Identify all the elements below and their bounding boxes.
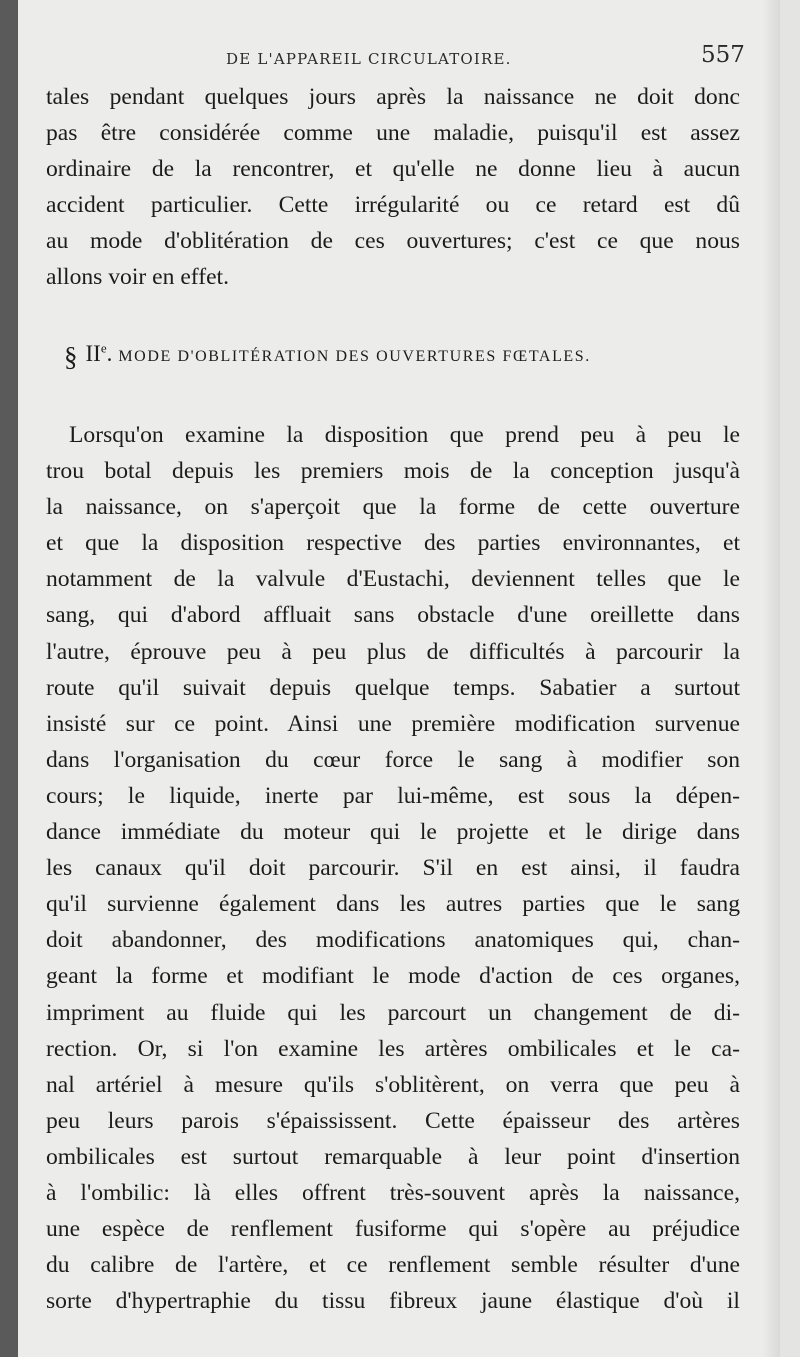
text-line: ordinaire de la rencontrer, et qu'elle ne donne lieu à aucun xyxy=(46,156,740,183)
text-line: accident particulier. Cette irrégularité ou ce retard est dû xyxy=(46,192,740,219)
text-line: doit abandonner, des modifications anatomiques qui, chan- xyxy=(46,927,740,954)
paragraph-continued xyxy=(46,79,740,296)
text-line: les canaux qu'il doit parcourir. S'il en est ainsi, il faudra xyxy=(46,855,740,882)
text-line: Lorsqu'on examine la disposition que prend peu à peu le xyxy=(69,422,740,448)
section-number xyxy=(86,341,113,366)
section-heading xyxy=(64,340,734,376)
text-line: du calibre de l'artère, et ce renflement semble résulter d'une xyxy=(46,1252,740,1279)
page-number: 557 xyxy=(701,42,745,68)
text-line: trou botal depuis les premiers mois de la conception jusqu'à xyxy=(46,458,740,485)
text-line: à l'ombilic: là elles offrent très-souvent après la naissance, xyxy=(46,1179,740,1206)
paragraph xyxy=(46,417,740,1319)
text-line: pas être considérée comme une maladie, puisqu'il est assez xyxy=(46,120,740,147)
text-line: une espèce de renflement fusiforme qui s'opère au préjudice xyxy=(46,1216,740,1243)
text-line: rection. Or, si l'on examine les artères ombilicales et le ca- xyxy=(46,1035,740,1062)
text-line: dans l'organisation du cœur force le sang à modifier son xyxy=(46,746,740,773)
text-line: l'autre, éprouve peu à peu plus de difficultés à parcourir la xyxy=(46,638,740,665)
text-line: nal artériel à mesure qu'ils s'oblitèrent, on verra que peu à xyxy=(46,1071,740,1098)
text-line: peu leurs parois s'épaississent. Cette épaisseur des artères xyxy=(46,1107,740,1134)
book-page xyxy=(18,0,780,1357)
section-number-period: . xyxy=(106,340,113,366)
adjacent-page-edge xyxy=(780,0,800,1357)
page-header xyxy=(18,40,780,76)
text-line: sorte d'hypertraphie du tissu fibreux jaune élastique d'où il xyxy=(46,1288,740,1315)
text-line: et que la disposition respective des parties environnantes, et xyxy=(46,530,740,557)
text-line: geant la forme et modifiant le mode d'action de ces organes, xyxy=(46,963,740,990)
running-title: DE L'APPAREIL CIRCULATOIRE. xyxy=(226,50,512,68)
text-line: dance immédiate du moteur qui le projette et le dirige dans xyxy=(46,819,740,846)
text-line: insisté sur ce point. Ainsi une première modification survenue xyxy=(46,710,740,737)
text-line: allons voir en effet. xyxy=(46,264,230,291)
text-line: sang, qui d'abord affluait sans obstacle d'une oreillette dans xyxy=(46,602,740,629)
section-title: MODE D'OBLITÉRATION DES OUVERTURES FŒTALES. xyxy=(118,347,591,365)
text-line: qu'il survienne également dans les autres parties que le sang xyxy=(46,891,740,918)
text-line: au mode d'oblitération de ces ouvertures; c'est ce que nous xyxy=(46,228,740,255)
text-line: impriment au fluide qui les parcourt un changement de di- xyxy=(46,999,740,1026)
text-line: notamment de la valvule d'Eustachi, deviennent telles que le xyxy=(46,566,740,593)
text-line: ombilicales est surtout remarquable à leur point d'insertion xyxy=(46,1143,740,1170)
section-number-roman: II xyxy=(85,340,101,366)
section-sign: § xyxy=(64,341,78,372)
text-line: cours; le liquide, inerte par lui-même, est sous la dépen- xyxy=(46,782,740,809)
text-line: route qu'il suivait depuis quelque temps. Sabatier a surtout xyxy=(46,674,740,701)
text-line: tales pendant quelques jours après la naissance ne doit donc xyxy=(46,84,740,110)
section-number-suffix: e xyxy=(100,340,107,355)
text-line: la naissance, on s'aperçoit que la forme de cette ouverture xyxy=(46,494,740,521)
